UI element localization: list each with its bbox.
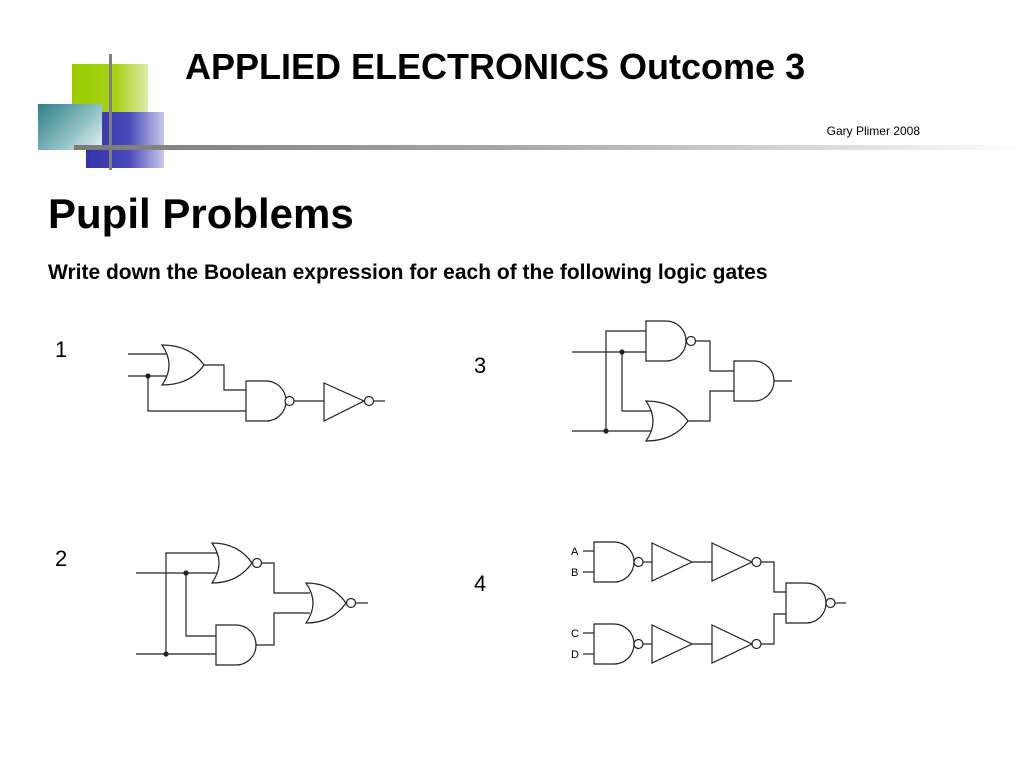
wire: [688, 391, 734, 421]
inversion-bubble: [285, 397, 294, 406]
wire: [692, 341, 734, 371]
input-label-d: D: [571, 649, 579, 661]
inversion-bubble: [687, 337, 696, 346]
junction-dot: [163, 651, 168, 656]
instruction-text: Write down the Boolean expression for each of the following logic gates: [48, 261, 768, 284]
problem-number-4: 4: [474, 571, 487, 596]
inversion-bubble: [826, 599, 835, 608]
teal-square: [38, 104, 102, 150]
wire: [262, 563, 310, 593]
junction-dot: [183, 570, 188, 575]
circuit-4: [566, 535, 856, 670]
slide-title: APPLIED ELECTRONICS Outcome 3: [185, 46, 806, 87]
inversion-bubble: [347, 599, 356, 608]
nand-gate: [786, 583, 826, 623]
circuit-3: [566, 315, 801, 450]
circuit-1: [120, 335, 390, 430]
wire: [148, 376, 246, 411]
problem-number-2: 2: [55, 546, 68, 571]
input-label-a: A: [571, 546, 579, 558]
inversion-bubble: [752, 558, 761, 567]
circuit-2: [130, 535, 375, 670]
inversion-bubble: [634, 558, 643, 567]
wire: [186, 573, 216, 636]
inversion-bubble: [752, 640, 761, 649]
nand-gate: [246, 381, 286, 421]
inversion-bubble: [634, 640, 643, 649]
not-gate: [712, 543, 752, 581]
author-credit: Gary Plimer 2008: [826, 124, 920, 138]
not-gate: [652, 625, 692, 663]
or-gate: [162, 345, 204, 385]
inversion-bubble: [253, 559, 262, 568]
or-gate: [646, 401, 688, 441]
wire: [256, 613, 310, 645]
nor-gate: [212, 543, 252, 583]
wire: [761, 562, 786, 592]
not-gate: [324, 383, 364, 421]
and-gate: [734, 361, 774, 401]
section-heading: Pupil Problems: [48, 190, 354, 237]
input-label-b: B: [571, 567, 579, 579]
not-gate: [712, 625, 752, 663]
junction-dot: [145, 373, 150, 378]
nor-gate: [306, 583, 346, 623]
junction-dot: [603, 428, 608, 433]
wire: [606, 331, 646, 431]
problem-number-3: 3: [474, 353, 487, 378]
nand-gate: [646, 321, 686, 361]
not-gate: [652, 543, 692, 581]
wire: [166, 553, 218, 654]
nand-gate: [594, 624, 634, 664]
wire: [761, 614, 786, 644]
input-label-c: C: [571, 628, 579, 640]
problem-number-1: 1: [55, 337, 68, 362]
nand-gate: [594, 542, 634, 582]
vertical-rule: [109, 54, 112, 170]
and-gate: [216, 625, 256, 665]
inversion-bubble: [365, 397, 374, 406]
horizontal-rule: [74, 145, 1024, 150]
junction-dot: [619, 349, 624, 354]
wire: [204, 365, 246, 390]
